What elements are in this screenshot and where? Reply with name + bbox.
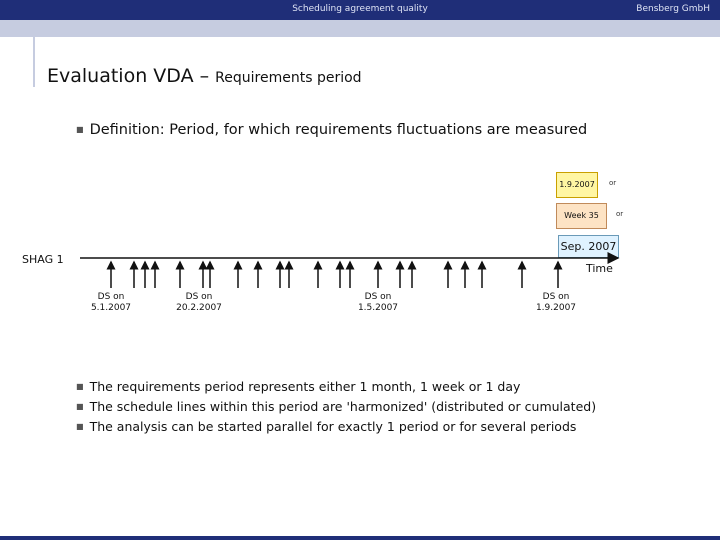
bullet-list — [76, 377, 596, 437]
definition-text: Definition: Period, for which requirements fluctuations are measured — [89, 122, 588, 138]
ds-label-4-line1: DS on — [542, 292, 570, 302]
or-label-2: or — [616, 210, 624, 218]
slide-title-main: Evaluation VDA – — [47, 65, 210, 87]
ds-label-3-line1: DS on — [364, 292, 392, 302]
ds-label-4 — [528, 292, 584, 314]
bullet-text-2: The schedule lines within this period are 'harmonized' (distributed or cumulated) — [89, 399, 597, 414]
header-title: Scheduling agreement quality — [292, 4, 428, 14]
bullet-item-3 — [76, 417, 596, 437]
bullet-square-icon: ■ — [76, 422, 84, 431]
period-week-box: Week 35 — [556, 203, 607, 229]
bullet-text-3: The analysis can be started parallel for exactly 1 period or for several periods — [89, 419, 577, 434]
ds-label-4-line2: 1.9.2007 — [535, 303, 577, 313]
footer-bar — [0, 536, 720, 540]
time-axis-label: Time — [586, 262, 613, 275]
bullet-square-icon: ■ — [76, 382, 84, 391]
shag-label: SHAG 1 — [22, 253, 64, 266]
period-month-box: Sep. 2007 — [558, 235, 619, 258]
bullet-text-1: The requirements period represents either 1 month, 1 week or 1 day — [89, 379, 521, 394]
or-label-1: or — [609, 179, 617, 187]
bullet-square-icon: ■ — [76, 402, 84, 411]
ds-label-3-line2: 1.5.2007 — [357, 303, 399, 313]
ds-label-2-line1: DS on — [185, 292, 213, 302]
bullet-item-2 — [76, 397, 596, 417]
ds-label-1-line1: DS on — [97, 292, 125, 302]
slide-title-sub: Requirements period — [215, 70, 362, 86]
schedule-line-arrows — [111, 262, 558, 288]
bullet-item-1 — [76, 377, 596, 397]
ds-label-1 — [86, 292, 136, 314]
ds-label-2 — [171, 292, 227, 314]
company-name: Bensberg GmbH — [636, 4, 710, 14]
period-day-box: 1.9.2007 — [556, 172, 598, 198]
ds-label-1-line2: 5.1.2007 — [90, 303, 132, 313]
bullet-square-icon: ■ — [76, 125, 84, 134]
ds-label-2-line2: 20.2.2007 — [176, 303, 222, 313]
ds-label-3 — [350, 292, 406, 314]
